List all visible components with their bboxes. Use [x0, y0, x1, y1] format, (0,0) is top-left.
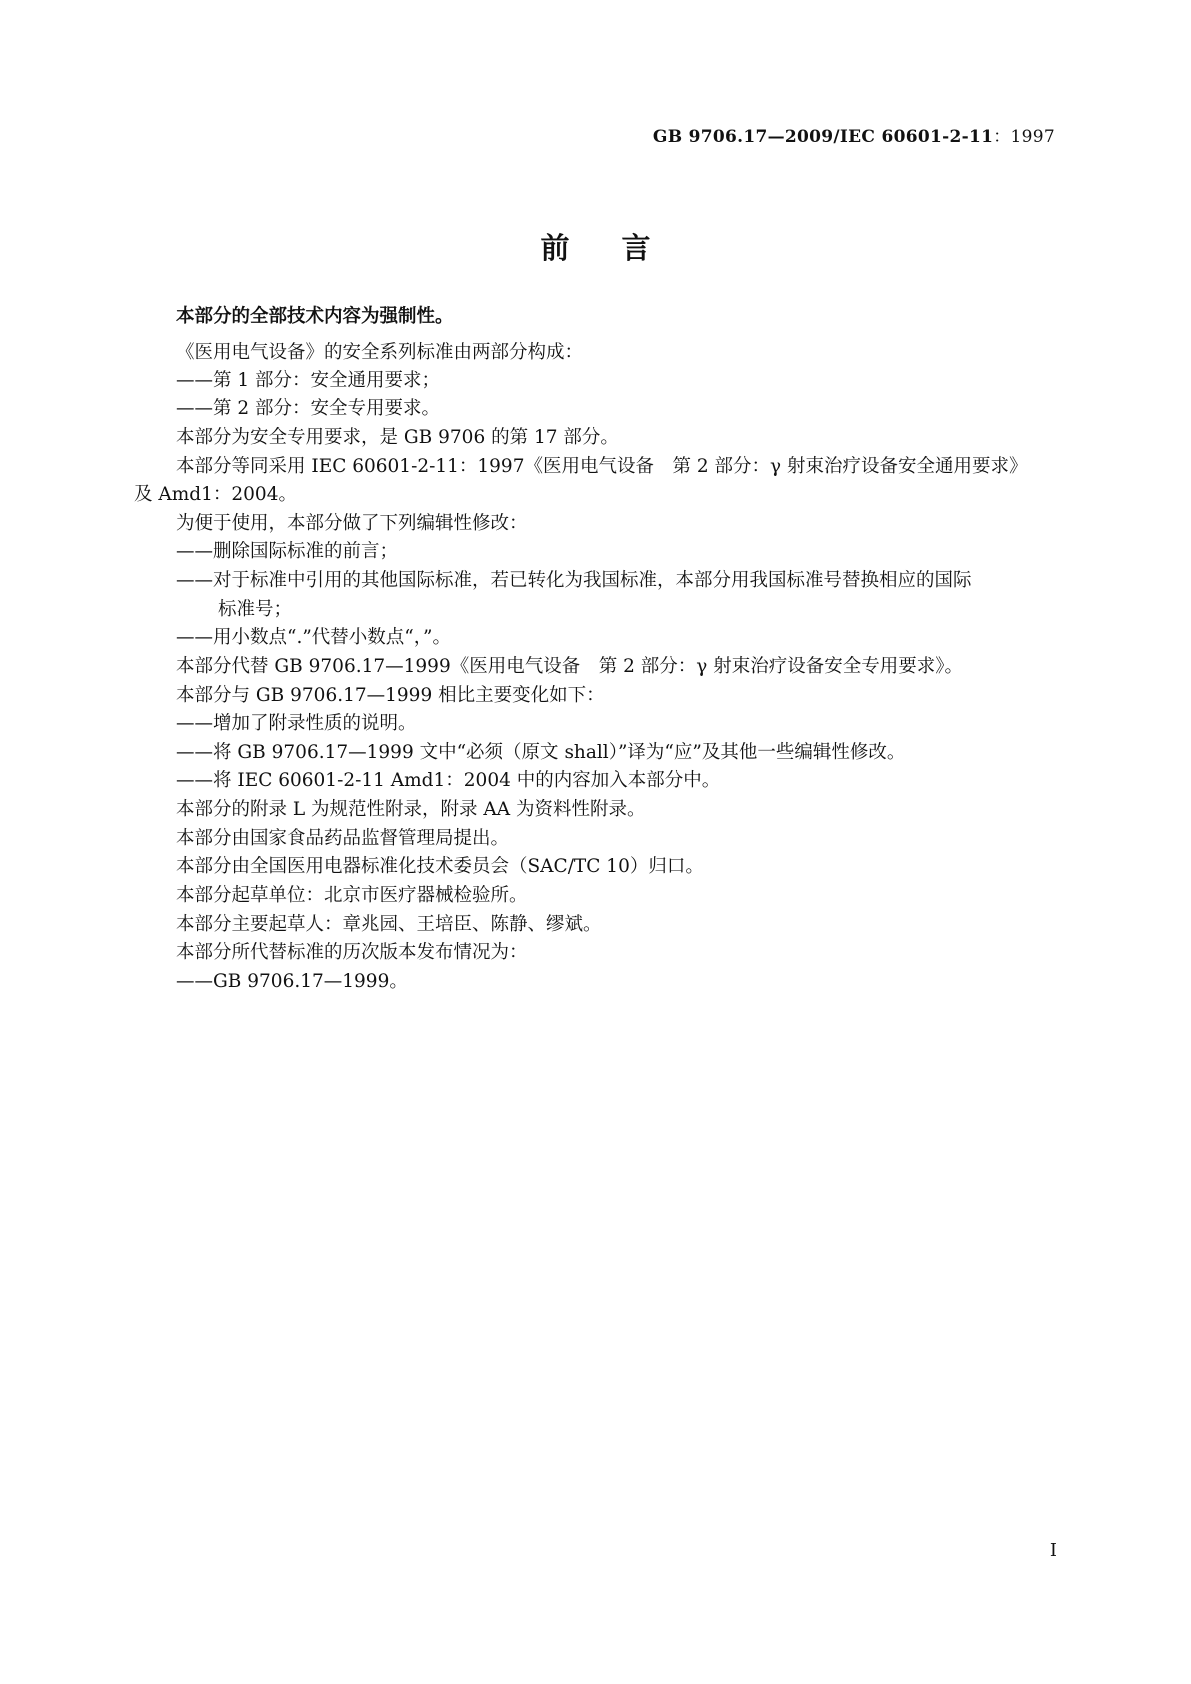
paragraph: 本部分与 GB 9706.17—1999 相比主要变化如下：	[176, 685, 605, 706]
list-item: ——将 GB 9706.17—1999 文中“必须（原文 shall）”译为“应”及其他一些编辑性修改。	[176, 742, 906, 763]
standard-code-iec: IEC 60601-2-11	[839, 127, 994, 147]
paragraph: 本部分等同采用 IEC 60601-2-11：1997《医用电气设备 第 2 部分：γ 射束治疗设备安全通用要求》	[176, 456, 1028, 477]
list-item: ——将 IEC 60601-2-11 Amd1：2004 中的内容加入本部分中。	[176, 770, 721, 791]
standard-code-gb: GB 9706.17—2009/	[652, 127, 840, 147]
paragraph: 本部分起草单位：北京市医疗器械检验所。	[176, 885, 528, 906]
list-item: ——增加了附录性质的说明。	[176, 713, 417, 734]
list-item: ——删除国际标准的前言；	[176, 541, 399, 562]
list-item: ——GB 9706.17—1999。	[176, 971, 408, 992]
paragraph: 本部分代替 GB 9706.17—1999《医用电气设备 第 2 部分：γ 射束治疗设备安全专用要求》。	[176, 656, 963, 677]
paragraph: 本部分为安全专用要求，是 GB 9706 的第 17 部分。	[176, 427, 619, 448]
page-title: 前言	[540, 231, 703, 265]
page-number: I	[1049, 1540, 1057, 1561]
paragraph: 本部分主要起草人：章兆园、王培臣、陈静、缪斌。	[176, 914, 602, 935]
paragraph: 为便于使用，本部分做了下列编辑性修改：	[176, 513, 528, 534]
list-item-continuation: 标准号；	[218, 599, 293, 620]
list-item: ——第 1 部分：安全通用要求；	[176, 370, 441, 391]
standard-code-year: ：1997	[993, 127, 1055, 147]
paragraph: 本部分由国家食品药品监督管理局提出。	[176, 828, 510, 849]
paragraph: 本部分的附录 L 为规范性附录，附录 AA 为资料性附录。	[176, 799, 646, 820]
list-item: ——对于标准中引用的其他国际标准，若已转化为我国标准，本部分用我国标准号替换相应的国际	[176, 570, 972, 591]
paragraph: 本部分由全国医用电器标准化技术委员会（SAC/TC 10）归口。	[176, 856, 704, 877]
list-item: ——用小数点“.”代替小数点“，”。	[176, 627, 451, 648]
paragraph-mandatory-statement: 本部分的全部技术内容为强制性。	[176, 306, 454, 327]
paragraph-continuation: 及 Amd1：2004。	[134, 484, 297, 505]
paragraph: 本部分所代替标准的历次版本发布情况为：	[176, 942, 528, 963]
paragraph: 《医用电气设备》的安全系列标准由两部分构成：	[176, 342, 584, 363]
list-item: ——第 2 部分：安全专用要求。	[176, 398, 441, 419]
